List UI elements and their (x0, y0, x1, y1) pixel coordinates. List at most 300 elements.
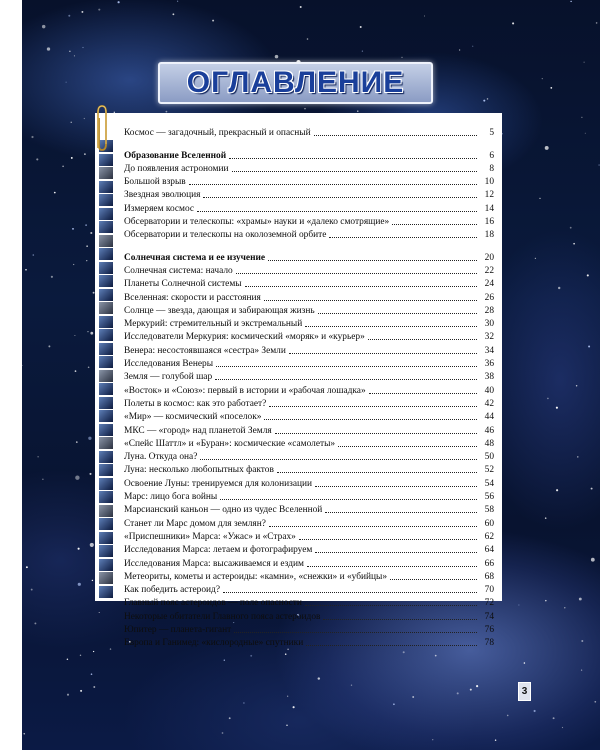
toc-entry[interactable] (124, 570, 494, 583)
toc-entry[interactable] (124, 397, 494, 410)
star (495, 739, 496, 740)
toc-section-heading[interactable] (124, 250, 494, 263)
star (93, 651, 94, 652)
thumbnail-square (99, 505, 113, 517)
star (71, 122, 72, 123)
toc-entry[interactable] (124, 463, 494, 476)
star (71, 157, 73, 159)
toc-entry-title: Большой взрыв (124, 177, 186, 188)
star (507, 715, 509, 717)
toc-entry-title: Юпитер — планета-гигант (124, 624, 232, 635)
star (476, 685, 478, 687)
star (362, 50, 363, 51)
toc-entry-title: До появления астрономии (124, 163, 229, 174)
toc-entry-page: 46 (484, 425, 494, 436)
star (62, 165, 64, 167)
toc-entry[interactable] (124, 543, 494, 556)
toc-entry[interactable] (124, 277, 494, 290)
star (80, 690, 82, 692)
star (570, 1, 571, 2)
toc-entry-title: Меркурий: стремительный и экстремальный (124, 319, 303, 330)
thumbnail-square (99, 559, 113, 571)
toc-entry[interactable] (124, 370, 494, 383)
star (470, 689, 472, 691)
star (224, 660, 225, 661)
toc-entry-page: 70 (484, 585, 494, 596)
toc-entry[interactable] (124, 516, 494, 529)
dot-leader (315, 486, 477, 487)
star (74, 335, 75, 336)
thumbnail-square (99, 586, 113, 598)
toc-entry-page: 6 (489, 150, 494, 161)
toc-entry-title: Как победить астероид? (124, 585, 220, 596)
toc-entry-title: Венера: несостоявшаяся «сестра» Земли (124, 345, 286, 356)
toc-entry-title: Планеты Солнечной системы (124, 279, 242, 290)
toc-entry-title: Солнечная система и ее изучение (124, 252, 266, 263)
star (73, 264, 74, 265)
dot-leader (269, 526, 477, 527)
dot-leader (197, 211, 477, 212)
toc-entry-page: 54 (484, 478, 494, 489)
toc-entry-title: «Приспешники» Марса: «Ужас» и «Страх» (124, 531, 296, 542)
star (577, 456, 578, 457)
star (74, 55, 75, 56)
thumbnail-square (99, 532, 113, 544)
star (177, 1, 178, 2)
star (393, 703, 395, 705)
star (545, 517, 547, 519)
toc-entry-page: 60 (484, 518, 494, 529)
title-plate (158, 62, 433, 104)
dot-leader (392, 224, 477, 225)
toc-entry-page: 38 (484, 372, 494, 383)
star (86, 245, 88, 247)
thumbnail-square (99, 181, 113, 193)
star (412, 696, 414, 698)
toc-entry-page: 36 (484, 359, 494, 370)
toc-entry-page: 30 (484, 319, 494, 330)
star (37, 456, 38, 457)
table-of-contents (124, 126, 494, 649)
star (596, 22, 598, 24)
star (222, 732, 224, 734)
toc-entry-page: 8 (489, 163, 494, 174)
dot-leader (269, 406, 477, 407)
toc-entry-page: 12 (484, 190, 494, 201)
toc-section-intro (124, 126, 494, 139)
star (581, 117, 582, 118)
star (576, 385, 577, 386)
star (84, 118, 85, 119)
dot-leader (314, 135, 477, 136)
toc-entry[interactable] (124, 450, 494, 463)
toc-entry-title: Звездная эволюция (124, 190, 201, 201)
star (286, 725, 288, 727)
toc-entry[interactable] (124, 583, 494, 596)
dot-leader (200, 459, 477, 460)
star (512, 22, 514, 24)
dot-leader (236, 273, 477, 274)
star (564, 607, 565, 608)
toc-entry-title: Солнечная система: начало (124, 265, 233, 276)
star (553, 717, 555, 719)
star (54, 192, 56, 194)
toc-entry-page: 10 (484, 177, 494, 188)
star (591, 558, 595, 562)
toc-entry[interactable] (124, 162, 494, 175)
star (556, 489, 558, 491)
toc-entry[interactable] (124, 330, 494, 343)
star (558, 287, 560, 289)
dot-leader (338, 446, 477, 447)
star (562, 727, 563, 728)
star (457, 692, 459, 694)
toc-entry[interactable] (124, 503, 494, 516)
star (34, 622, 36, 624)
star (69, 51, 70, 52)
dot-leader (268, 260, 477, 261)
star (32, 254, 34, 256)
toc-entry-title: Марсианский каньон — одно из чудес Вселенной (124, 505, 323, 516)
thumbnail-square (99, 572, 113, 584)
star (99, 612, 100, 613)
thumbnail-square (99, 316, 113, 328)
star (307, 38, 309, 40)
dot-leader (305, 605, 477, 606)
star (67, 658, 69, 660)
toc-entry-title: Главный пояс астероидов — поле опасности (124, 598, 302, 609)
star (535, 258, 536, 259)
star (75, 370, 77, 372)
dot-leader (245, 286, 477, 287)
dot-leader (215, 379, 477, 380)
thumbnail-square (99, 289, 113, 301)
dot-leader (216, 366, 477, 367)
photo-strip (95, 140, 117, 601)
toc-entry-page: 56 (484, 492, 494, 503)
toc-entry-title: Исследования Марса: летаем и фотографируем (124, 545, 313, 556)
toc-entry-page: 20 (484, 252, 494, 263)
toc-entry[interactable] (124, 476, 494, 489)
toc-entry[interactable] (124, 228, 494, 241)
star (483, 100, 485, 102)
toc-entry-title: Луна: несколько любопытных фактов (124, 465, 274, 476)
toc-entry[interactable] (124, 201, 494, 214)
toc-entry[interactable] (124, 188, 494, 201)
star (42, 479, 43, 480)
thumbnail-square (99, 491, 113, 503)
dot-leader (289, 353, 477, 354)
star (31, 589, 33, 591)
toc-entry-title: Земля — голубой шар (124, 372, 213, 383)
star (86, 260, 87, 261)
dot-leader (229, 158, 477, 159)
toc-entry-page: 68 (484, 571, 494, 582)
toc-entry-page: 32 (484, 332, 494, 343)
dot-leader (277, 472, 477, 473)
star (539, 198, 540, 199)
thumbnail-square (99, 221, 113, 233)
toc-entry[interactable] (124, 264, 494, 277)
toc-entry-page: 26 (484, 292, 494, 303)
page-title: ОГЛАВЛЕНИЕ (186, 66, 405, 99)
toc-entry-title: «Восток» и «Союз»: первый в истории и «рабочая лошадка» (124, 385, 366, 396)
dot-leader (264, 300, 477, 301)
thumbnail-square (99, 478, 113, 490)
star (545, 600, 547, 602)
thumbnail-square (99, 437, 113, 449)
star (90, 232, 92, 234)
toc-entry-page: 42 (484, 398, 494, 409)
star (300, 6, 302, 8)
star (118, 1, 120, 3)
page-number: 3 (518, 682, 531, 701)
star (275, 55, 279, 59)
toc-entry[interactable] (124, 175, 494, 188)
star (31, 136, 33, 138)
star (85, 224, 87, 226)
star (81, 11, 83, 13)
star (75, 476, 79, 480)
thumbnail-square (99, 262, 113, 274)
star (403, 651, 405, 653)
dot-leader (329, 237, 477, 238)
toc-entry-title: Обсерватории и телескопы на околоземной орбите (124, 230, 327, 241)
toc-entry-page: 16 (484, 217, 494, 228)
toc-entry-page: 58 (484, 505, 494, 516)
toc-entry[interactable] (124, 423, 494, 436)
dot-leader (307, 566, 477, 567)
dot-leader (390, 579, 477, 580)
toc-entry-title: МКС — «город» над планетой Земля (124, 425, 272, 436)
toc-entry-page: 76 (484, 624, 494, 635)
toc-entry-page: 66 (484, 558, 494, 569)
star (36, 158, 38, 160)
star (229, 717, 231, 719)
star (304, 108, 305, 109)
toc-entry[interactable] (124, 343, 494, 356)
toc-section-heading[interactable] (124, 148, 494, 161)
toc-entry[interactable] (124, 317, 494, 330)
thumbnail-square (99, 302, 113, 314)
star (293, 706, 295, 708)
star (72, 228, 74, 230)
thumbnail-square (99, 397, 113, 409)
toc-entry[interactable] (124, 215, 494, 228)
thumbnail-square (99, 383, 113, 395)
toc-entry-title: «Мир» — космический «поселок» (124, 412, 262, 423)
thumbnail-square (99, 410, 113, 422)
star (25, 269, 27, 271)
toc-entry-page: 28 (484, 305, 494, 316)
star (357, 110, 358, 111)
star (487, 98, 489, 100)
star (110, 648, 111, 649)
toc-entry-page: 74 (484, 611, 494, 622)
toc-entry[interactable] (124, 383, 494, 396)
toc-entry[interactable] (124, 490, 494, 503)
star (42, 25, 45, 28)
toc-entry[interactable] (124, 357, 494, 370)
toc-entry-title: Солнце — звезда, дающая и забирающая жизнь (124, 305, 315, 316)
thumbnail-square (99, 370, 113, 382)
star (534, 710, 536, 712)
star (76, 441, 78, 443)
star (88, 437, 91, 440)
star (68, 15, 70, 17)
toc-entry[interactable] (124, 126, 494, 139)
thumbnail-square (99, 343, 113, 355)
star (88, 367, 90, 369)
toc-entry-title: Некоторые обитатели Главного пояса астероидов (124, 611, 321, 622)
toc-entry[interactable] (124, 623, 494, 636)
toc-entry-title: Измеряем космос (124, 203, 195, 214)
thumbnail-square (99, 275, 113, 287)
thumbnail-square (99, 167, 113, 179)
star (212, 20, 214, 22)
dot-leader (264, 419, 477, 420)
toc-entry-page: 34 (484, 345, 494, 356)
thumbnail-square (99, 154, 113, 166)
star (78, 583, 81, 586)
dot-leader (234, 632, 477, 633)
toc-section-solar-system (124, 250, 494, 649)
toc-entry-title: Вселенная: скорости и расстояния (124, 292, 261, 303)
toc-entry[interactable] (124, 596, 494, 609)
dot-leader (223, 592, 477, 593)
star (82, 47, 83, 48)
star (250, 655, 252, 657)
star (424, 15, 425, 16)
dot-leader (189, 184, 477, 185)
toc-entry-page: 5 (489, 128, 494, 139)
dot-leader (306, 645, 477, 646)
star (584, 62, 585, 63)
dot-leader (368, 339, 477, 340)
star (591, 488, 593, 490)
dot-leader (232, 171, 478, 172)
toc-entry-title: Обсерватории и телескопы: «храмы» науки и «далеко смотрящие» (124, 217, 390, 228)
star (570, 227, 572, 229)
star (360, 26, 362, 28)
toc-entry-title: Освоение Луны: тренируемся для колонизации (124, 478, 313, 489)
star (51, 276, 53, 278)
toc-entry[interactable] (124, 530, 494, 543)
star (588, 345, 590, 347)
paperclip-icon (94, 104, 108, 152)
star (66, 82, 67, 83)
toc-entry[interactable] (124, 304, 494, 317)
star (90, 332, 93, 335)
thumbnail-square (99, 356, 113, 368)
toc-entry-title: Исследования Венеры (124, 359, 213, 370)
toc-entry-title: Полеты в космос: как это работает? (124, 398, 267, 409)
toc-entry-title: Исследования Марса: высаживаемся и ездим (124, 558, 304, 569)
star (243, 702, 245, 704)
star (518, 604, 519, 605)
star (587, 274, 589, 276)
toc-entry[interactable] (124, 437, 494, 450)
toc-entry-page: 44 (484, 412, 494, 423)
dot-leader (318, 313, 477, 314)
toc-entry-page: 14 (484, 203, 494, 214)
star (545, 146, 549, 150)
toc-entry-title: Луна. Откуда она? (124, 452, 198, 463)
star (432, 739, 433, 740)
star (547, 398, 549, 400)
thumbnail-square (99, 464, 113, 476)
star (78, 548, 80, 550)
thumbnail-square (99, 545, 113, 557)
star (318, 677, 320, 679)
thumbnail-square (99, 518, 113, 530)
star (581, 669, 582, 670)
thumbnail-square (99, 235, 113, 247)
toc-entry[interactable] (124, 636, 494, 649)
toc-entry-title: Европа и Ганимед: «кислородные» спутники (124, 638, 304, 649)
toc-entry[interactable] (124, 410, 494, 423)
toc-entry-title: Образование Вселенной (124, 150, 227, 161)
toc-entry-page: 22 (484, 265, 494, 276)
toc-entry-title: Космос — загадочный, прекрасный и опасный (124, 128, 311, 139)
toc-entry-page: 52 (484, 465, 494, 476)
star (585, 133, 586, 134)
toc-entry-title: «Спейс Шаттл» и «Буран»: космические «самолеты» (124, 438, 336, 449)
star (459, 49, 460, 50)
star (87, 331, 88, 332)
star (351, 685, 352, 686)
thumbnail-square (99, 329, 113, 341)
thumbnail-square (99, 248, 113, 260)
star (93, 686, 95, 688)
toc-entry[interactable] (124, 556, 494, 569)
star (435, 655, 437, 657)
star (26, 566, 28, 568)
star (89, 473, 91, 475)
star (542, 78, 543, 79)
star (24, 733, 25, 734)
star (472, 46, 473, 47)
star (172, 13, 174, 15)
star (594, 701, 596, 703)
toc-entry[interactable] (124, 290, 494, 303)
dot-leader (203, 197, 477, 198)
toc-entry-page: 72 (484, 598, 494, 609)
star (581, 640, 583, 642)
dot-leader (323, 619, 477, 620)
dot-leader (305, 326, 477, 327)
thumbnail-square (99, 194, 113, 206)
thumbnail-square (99, 424, 113, 436)
star (91, 673, 93, 675)
thumbnail-square (99, 208, 113, 220)
toc-entry-page: 64 (484, 545, 494, 556)
star (524, 662, 526, 664)
toc-entry-page: 18 (484, 230, 494, 241)
toc-entry-page: 48 (484, 438, 494, 449)
toc-entry-title: Исследователи Меркурия: космический «моряк» и «курьер» (124, 332, 365, 343)
toc-entry-page: 62 (484, 531, 494, 542)
star (98, 9, 100, 11)
star (287, 696, 288, 697)
star (48, 345, 50, 347)
star (573, 243, 575, 245)
toc-entry[interactable] (124, 609, 494, 622)
dot-leader (220, 499, 477, 500)
dot-leader (275, 433, 477, 434)
toc-entry-page: 40 (484, 385, 494, 396)
star (47, 47, 50, 50)
